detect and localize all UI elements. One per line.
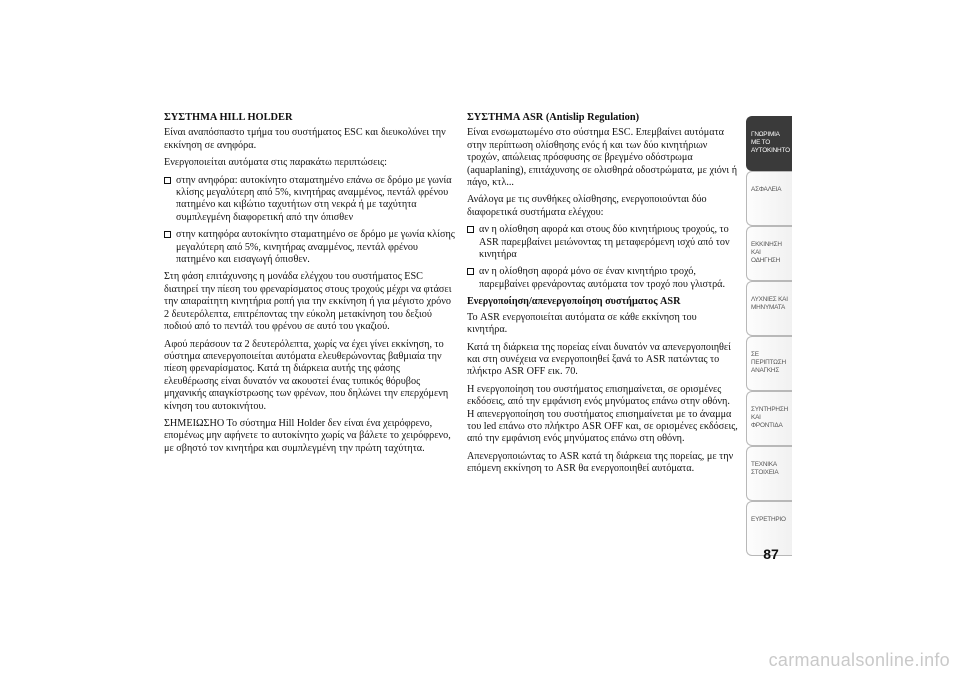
tab-index[interactable]: ΕΥΡΕΤΗΡΙΟ: [746, 501, 792, 556]
list-item-text: αν η ολίσθηση αφορά και στους δύο κινητήριους τροχούς, το ASR παρεμβαίνει μειώνοντας τη μεταφερόμενη ισχύ από τον κινητήρα: [479, 224, 730, 261]
list-item-text: στην κατηφόρα αυτοκίνητο σταματημένο σε δρόμο με γωνία κλίσης μεγαλύτερη από 5%, κινητήρας αναμμένος, πεντάλ φρένου πατημένο και εισαγωγή όπισθεν.: [176, 229, 455, 266]
tab-starting-driving[interactable]: ΕΚΚΙΝΗΣΗ ΚΑΙ ΟΔΗΓΗΣΗ: [746, 226, 792, 281]
paragraph: Είναι ενσωματωμένο στο σύστημα ESC. Επεμβαίνει αυτόματα στην περίπτωση ολίσθησης ενός ή και των δύο κινητήριων τροχών, απώλειας πρόσφυσης σε βρεγμένο οδόστρωμα (aquaplaning), επιτάχυνσης σε ολισθηρά οδοστρώματα, με χιόνι ή πάγο, κτλ...: [467, 127, 738, 189]
tab-maintenance[interactable]: ΣΥΝΤΗΡΗΣΗ ΚΑΙ ΦΡΟΝΤΙΔΑ: [746, 391, 792, 446]
asr-heading: ΣΥΣΤΗΜΑ ASR (Antislip Regulation): [467, 112, 640, 123]
list-item: [467, 224, 739, 261]
watermark: carmanualsonline.info: [768, 650, 950, 670]
checkbox-bullet-icon: [467, 226, 474, 233]
list-item: [164, 175, 456, 225]
checkbox-bullet-icon: [164, 231, 171, 238]
list-item-text: αν η ολίσθηση αφορά μόνο σε έναν κινητήριο τροχό, παρεμβαίνει φρενάροντας αυτόματα τον τροχό που γλιστρά.: [479, 266, 726, 290]
paragraph: Στη φάση επιτάχυνσης η μονάδα ελέγχου του συστήματος ESC διατηρεί την πίεση του φρεναρίσματος στους τροχούς μέχρι να φτάσει την απαραίτητη κινητήρια ροπή για την εκκίνηση ή για μέγιστο χρόνο 2 δευτερόλεπτα, επιτρέποντας την εύκολη μετακίνηση του δεξιού ποδιού από το πεντάλ του φρένου σε αυτό του γκαζιού.: [164, 271, 452, 333]
paragraph: Αφού περάσουν τα 2 δευτερόλεπτα, χωρίς να έχει γίνει εκκίνηση, το σύστημα απενεργοποιείται αυτόματα ελευθερώνοντας βαθμιαία την πίεση φρεναρίσματος. Κατά τη διάρκεια αυτής της φάσης ελευθέρωσης είναι δυνατόν να ακουστεί ένας τυπικός θόρυβος μηχανικής απαγκίστρωσης των φρένων, που δηλώνει την επερχόμενη κίνηση του αυτοκινήτου.: [164, 338, 449, 412]
tab-warning-lights[interactable]: ΛΥΧΝΙΕΣ ΚΑΙ ΜΗΝΥΜΑΤΑ: [746, 281, 792, 336]
note-paragraph: ΣΗΜΕΙΩΣΗΟ Το σύστημα Hill Holder δεν είναι ένα χειρόφρενο, επομένως μην αφήνετε το αυτοκίνητο χωρίς να βάλετε το χειρόφρενο, με σβηστό τον κινητήρα και συμπλεγμένη την πρώτη ταχύτητα.: [164, 417, 451, 454]
right-column: [467, 112, 739, 481]
list-item: [164, 229, 456, 266]
list-item: [467, 266, 739, 291]
asr-toggle-subheading: Ενεργοποίηση/απενεργοποίηση συστήματος ASR: [467, 296, 681, 308]
paragraph: Ανάλογα με τις συνθήκες ολίσθησης, ενεργοποιούνται δύο διαφορετικά συστήματα ελέγχου:: [467, 194, 707, 218]
left-column: [164, 112, 456, 460]
list-item-text: στην ανηφόρα: αυτοκίνητο σταματημένο επάνω σε δρόμο με γωνία κλίσης μεγαλύτερη από 5%, κινητήρας αναμμένος, πεντάλ φρένου πατημένο και κιβώτιο ταχυτήτων στη νεκρά ή με ταχύτητα συμπλεγμένη διαφορετική από την όπισθεν: [176, 174, 452, 223]
tab-emergency[interactable]: ΣΕ ΠΕΡΙΠΤΩΣΗ ΑΝΑΓΚΗΣ: [746, 336, 792, 391]
paragraph: Η ενεργοποίηση του συστήματος επισημαίνεται, σε ορισμένες εκδόσεις, από την εμφάνιση ενός μηνύματος επάνω στην οθόνη. Η απενεργοποίηση του συστήματος επισημαίνεται με το άναμμα του led επάνω στο πλήκτρο ASR OFF και, σε ορισμένες εκδόσεις, από την εμφάνιση ενός μηνύματος επάνω στη οθόνη.: [467, 383, 738, 445]
checkbox-bullet-icon: [467, 268, 474, 275]
checkbox-bullet-icon: [164, 177, 171, 184]
tab-getting-to-know[interactable]: ΓΝΩΡΙΜΙΑ ΜΕ ΤΟ ΑΥΤΟΚΙΝΗΤΟ: [746, 116, 792, 171]
paragraph: Απενεργοποιώντας το ASR κατά τη διάρκεια της πορείας, με την επόμενη εκκίνηση το ASR θα ενεργοποιηθεί αυτόματα.: [467, 450, 734, 475]
paragraph: Το ASR ενεργοποιείται αυτόματα σε κάθε εκκίνηση του κινητήρα.: [467, 311, 697, 336]
paragraph: Κατά τη διάρκεια της πορείας είναι δυνατόν να απενεργοποιηθεί και στη συνέχεια να ενεργοποιηθεί ξανά το ASR πατώντας το πλήκτρο ASR OFF εικ. 70.: [467, 341, 731, 378]
paragraph: Είναι αναπόσπαστο τμήμα του συστήματος ESC και διευκολύνει την εκκίνηση σε ανηφόρα.: [164, 127, 446, 151]
hill-holder-heading: ΣΥΣΤΗΜΑ HILL HOLDER: [164, 112, 293, 123]
tab-safety[interactable]: ΑΣΦΑΛΕΙΑ: [746, 171, 792, 226]
page-number: 87: [763, 546, 779, 562]
chapter-tabs: [746, 116, 792, 556]
paragraph: Ενεργοποιείται αυτόματα στις παρακάτω περιπτώσεις:: [164, 157, 387, 169]
tab-technical-data[interactable]: ΤΕΧΝΙΚΑ ΣΤΟΙΧΕΙΑ: [746, 446, 792, 501]
